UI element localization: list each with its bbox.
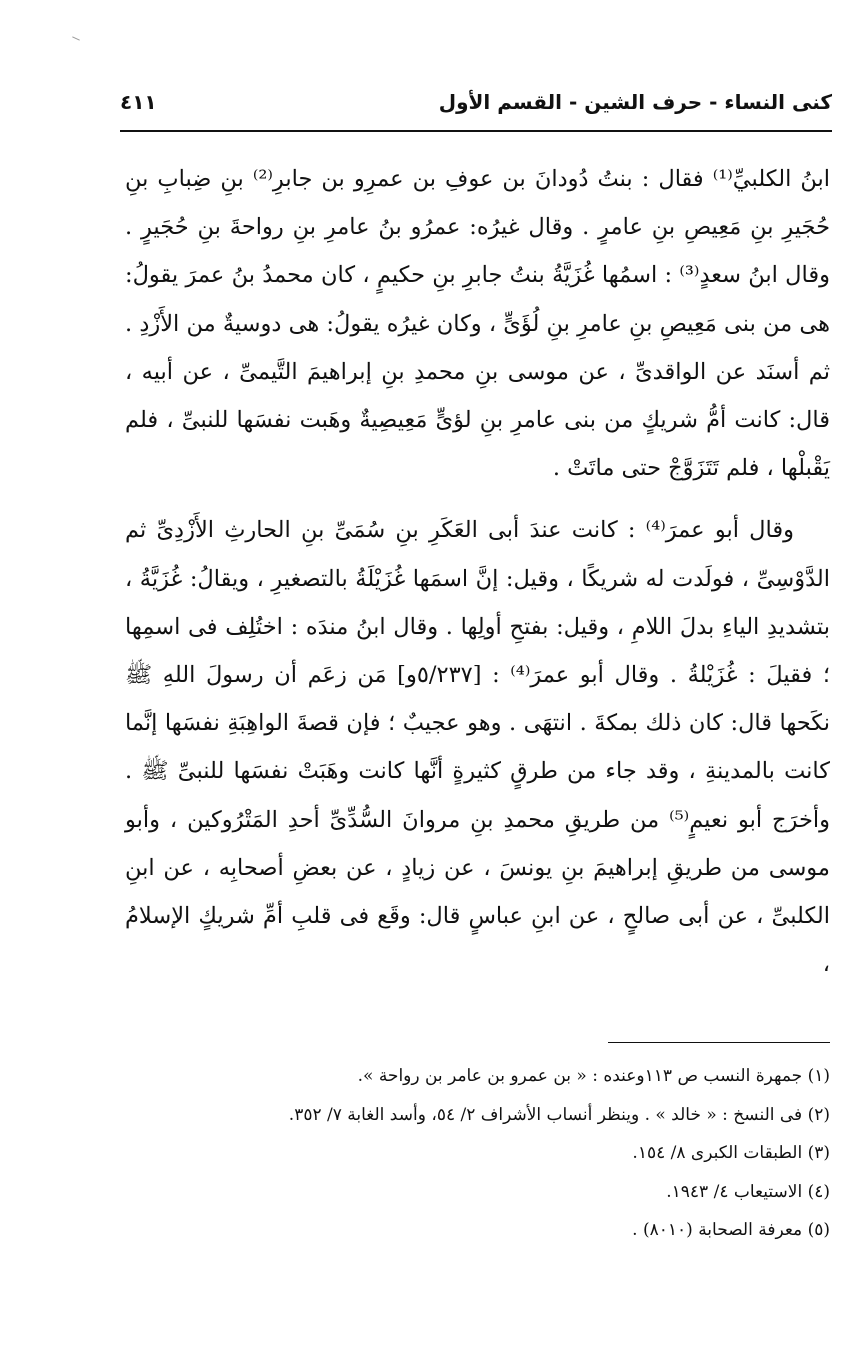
footnote-5: (٥) معرفة الصحابة (٨٠١٠) . — [632, 1220, 830, 1240]
scan-speck — [72, 36, 80, 40]
footnote-2: (٢) فى النسخ : « خالد » . وينظر أنساب الأشراف ٢/ ٥٤، وأسد الغابة ٧/ ٣٥٢. — [288, 1104, 830, 1125]
paragraph-2: وقال أبو عمرَ⁽⁴⁾ : كانت عندَ أبى العَكَرِ بنِ سُمَىِّ بنِ الحارثِ الأَزْدِىِّ ثم الدَّوْسِىِّ ، فولَدت له شريكًا ، وقيل: إنَّ اسمَها غُزَيْلَةُ بالتصغيرِ ، ويقالُ: غُزَيَّةُ ، بتشديدِ الياءِ بدلَ اللامِ ، وقيل: بفتحِ أولِها . وقال ابنُ مندَه : اختُلِف فى اسمِها ؛ فقيلَ : غُزَيْلةُ . وقال أبو عمرَ⁽⁴⁾ : [٥/٢٣٧و] مَن زعَم أن رسولَ اللهِ ﷺ نكَحها قال: كان ذلك بمكةَ . انتهَى . وهو عجيبٌ ؛ فإن قصةَ الواهِبَةِ نفسَها إنَّما كانت بالمدينةِ ، وقد جاء من طرقٍ كثيرةٍ أنَّها كانت وهَبَتْ نفسَها للنبىِّ ﷺ . وأخرَج أبو نعيمٍ⁽⁵⁾ من طريقِ محمدِ بنِ مروانَ السُّدِّىِّ أحدِ المَتْرُوكين ، وأبو موسى من طريقِ إبراهيمَ بنِ يونسَ ، عن زيادٍ ، عن بعضِ أصحابِه ، عن ابنِ الكلبىِّ ، عن أبى صالحٍ ، عن ابنِ عباسٍ قال: وقَع فى قلبِ أمِّ شريكٍ الإسلامُ ، — [125, 517, 830, 978]
paragraph-1: ابنُ الكلبيِّ⁽¹⁾ فقال : بنتُ دُودانَ بن عوفِ بن عمرِو بن جابرِ⁽²⁾ بنِ ضِبابِ بنِ حُجَيرِ بنِ مَعِيصِ بنِ عامرٍ . وقال غيرُه: عمرُو بنُ عامرِ بنِ رواحةَ بنِ حُجَيرٍ . وقال ابنُ سعدٍ⁽³⁾ : اسمُها غُزَيَّةُ بنتُ جابرِ بنِ حكيمٍ ، كان محمدُ بنُ عمرَ يقولُ: هى من بنى مَعِيصِ بنِ عامرِ بنِ لُؤَىٍّ ، وكان غيرُه يقولُ: هى دوسيةٌ من الأَزْدِ . ثم أسنَد عن الواقدىِّ ، عن موسى بنِ محمدِ بنِ إبراهيمَ التَّيمىِّ ، عن أبيه ، قال: كانت أمُّ شريكٍ من بنى عامرِ بنِ لؤىٍّ مَعِيصِيةٌ وهَبت نفسَها للنبىِّ ، فلم يَقْبلْها ، فلم تَتَزَوَّجْ حتى ماتَتْ . — [125, 166, 831, 482]
footnote-rule — [608, 1042, 830, 1043]
main-text — [125, 155, 830, 988]
header-rule — [120, 130, 832, 132]
footnote-4: (٤) الاستيعاب ٤/ ١٩٤٣. — [666, 1181, 830, 1202]
running-title: كنى النساء - حرف الشين - القسم الأول — [438, 90, 832, 114]
footnote-1: (١) جمهرة النسب ص ١١٣وعنده : « بن عمرو بن عامر بن رواحة ». — [357, 1066, 830, 1086]
footnotes — [140, 1057, 830, 1250]
footnote-3: (٣) الطبقات الكبرى ٨/ ١٥٤. — [632, 1143, 830, 1163]
page-header — [120, 82, 832, 122]
page-number: ٤١١ — [120, 90, 157, 114]
